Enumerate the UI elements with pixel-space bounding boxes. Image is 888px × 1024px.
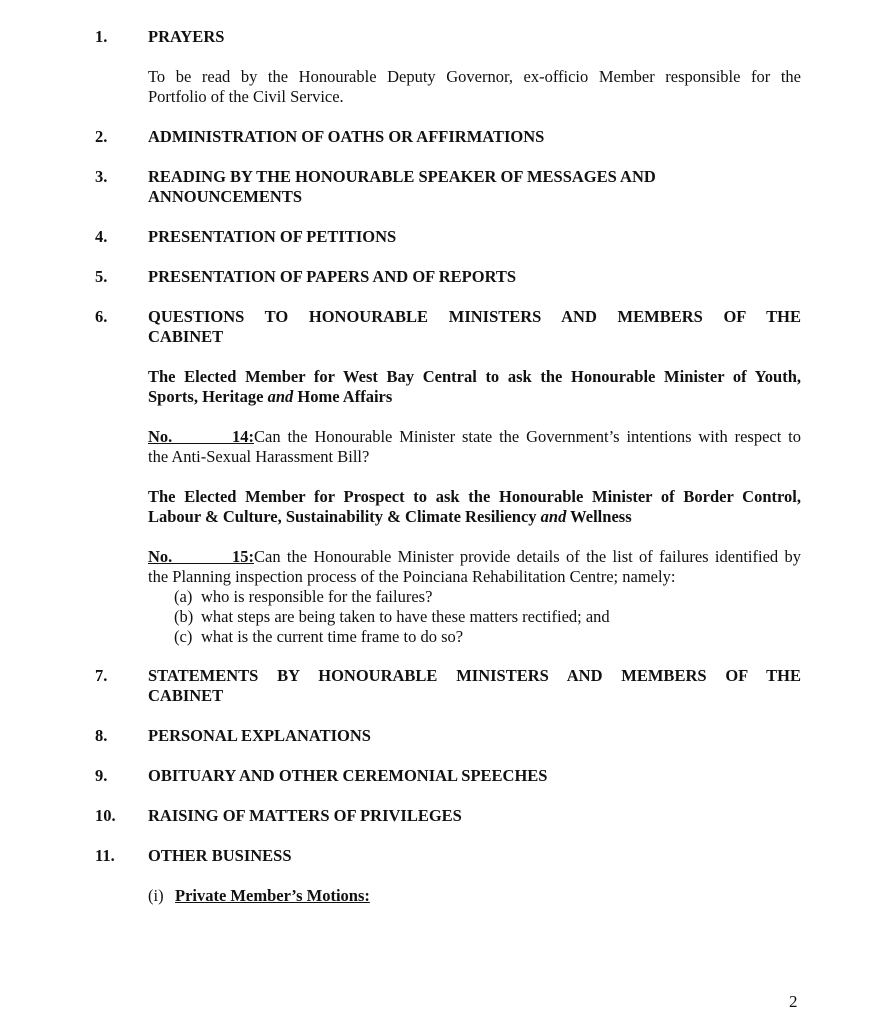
question-asker-line: The Elected Member for West Bay Central to ask the Honourable Minister of Youth, — [148, 367, 801, 386]
page-number: 2 — [789, 992, 798, 1011]
question-subitem — [174, 607, 794, 627]
question-asker-line — [148, 507, 801, 527]
item-number: 5. — [95, 267, 108, 286]
item-heading-line: STATEMENTS BY HONOURABLE MINISTERS AND MEMBERS OF THE — [148, 666, 801, 685]
item-text-line: Portfolio of the Civil Service. — [148, 87, 344, 106]
subitem-label: Private Member’s Motions: — [175, 886, 370, 905]
subitem-marker: (b) — [174, 607, 194, 626]
item-heading: RAISING OF MATTERS OF PRIVILEGES — [148, 806, 462, 825]
subitem-marker: (i) — [148, 886, 164, 905]
question-asker-line — [148, 387, 801, 407]
question-subitem — [174, 587, 794, 607]
question-number: No. 15: — [148, 547, 254, 566]
subitem-text: what steps are being taken to have these matters rectified; and — [201, 607, 610, 626]
subitem-marker: (c) — [174, 627, 193, 646]
asker-text: Home Affairs — [293, 387, 393, 406]
item-heading-line: READING BY THE HONOURABLE SPEAKER OF MESSAGES AND — [148, 167, 656, 186]
item-number: 11. — [95, 846, 115, 865]
subitem-text: who is responsible for the failures? — [201, 587, 433, 606]
question-text: Can the Honourable Minister state the Government’s intentions with respect to — [254, 427, 801, 446]
item-heading: PRESENTATION OF PETITIONS — [148, 227, 397, 246]
item-number: 4. — [95, 227, 108, 246]
item-heading-line: QUESTIONS TO HONOURABLE MINISTERS AND MEMBERS OF THE — [148, 307, 801, 326]
question-text-line: the Anti-Sexual Harassment Bill? — [148, 447, 370, 466]
item-heading-line: ANNOUNCEMENTS — [148, 187, 303, 206]
asker-text: Sports, Heritage — [148, 387, 268, 406]
asker-conjunction: and — [267, 387, 294, 406]
subitem-marker: (a) — [174, 587, 193, 606]
item-heading: ADMINISTRATION OF OATHS OR AFFIRMATIONS — [148, 127, 545, 146]
item-number: 6. — [95, 307, 108, 326]
item-number: 2. — [95, 127, 108, 146]
item-heading: OBITUARY AND OTHER CEREMONIAL SPEECHES — [148, 766, 548, 785]
item-number: 7. — [95, 666, 108, 685]
item-number: 8. — [95, 726, 108, 745]
subitem-text: what is the current time frame to do so? — [201, 627, 464, 646]
item-text-line: To be read by the Honourable Deputy Governor, ex-officio Member responsible for the — [148, 67, 801, 86]
item-heading-line: CABINET — [148, 327, 224, 346]
item-heading: PERSONAL EXPLANATIONS — [148, 726, 371, 745]
item-heading: OTHER BUSINESS — [148, 846, 292, 865]
item-number: 10. — [95, 806, 116, 825]
item-heading-line: CABINET — [148, 686, 224, 705]
asker-text: Wellness — [566, 507, 632, 526]
question-text-line: the Planning inspection process of the Poinciana Rehabilitation Centre; namely: — [148, 567, 676, 586]
question-text-line — [148, 547, 801, 567]
asker-text: Labour & Culture, Sustainability & Climate Resiliency — [148, 507, 541, 526]
question-asker-line: The Elected Member for Prospect to ask the Honourable Minister of Border Control, — [148, 487, 801, 506]
private-members-motions — [148, 886, 370, 906]
item-heading: PRESENTATION OF PAPERS AND OF REPORTS — [148, 267, 517, 286]
question-text-line — [148, 427, 801, 447]
asker-conjunction: and — [540, 507, 567, 526]
question-number: No. 14: — [148, 427, 254, 446]
question-subitem — [174, 627, 794, 647]
item-number: 1. — [95, 27, 108, 46]
item-number: 9. — [95, 766, 108, 785]
item-number: 3. — [95, 167, 108, 186]
question-text: Can the Honourable Minister provide details of the list of failures identified by — [254, 547, 801, 566]
item-heading: PRAYERS — [148, 27, 225, 46]
